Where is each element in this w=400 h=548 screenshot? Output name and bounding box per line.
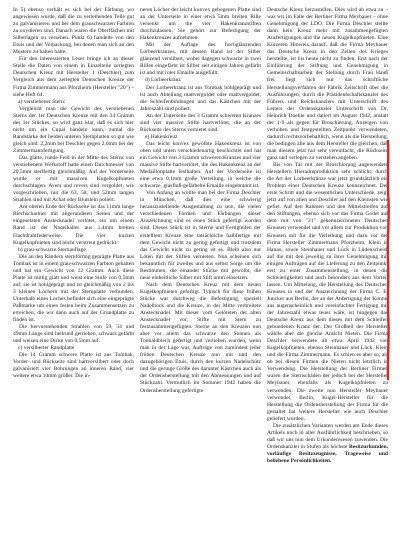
paragraph: Der Lorbeerkranz ist aus Tombak hohlgeprägt und ist auch Abteilung mattvergoldet oder mattvergoldet, die Schleifenbindungen und das Kästchen mit der Jahreszahl sind poliert. [140,84,261,112]
paragraph: Die hervorstehenden Strahlen von 59, 54 und 49mm Länge sind hellrund getrieben, schwarz gefärbt und weisen eine Dicke von 0,5mm auf. [13,324,134,345]
red-pen-margin-mark [386,140,390,380]
paragraph: neren Löcher der leicht konvex gebogenen Platte sind an der Unterseite in einer etwa 5mm breiten Rille versenkt um die vier Hakenkranzstiften durchzulassen. Sie gehört zur Befestigung der Hakenkreuzes aufnehmen. [140,7,261,42]
paragraph: Nach dem Deutschen Kreuz mit dem neuen Kugelkopfnieten gefertigt. Typisch für diese frühen Stücke war durchweg die Befestigung, speziell Nadelbock und die Kreuze, in der Mitte verbreitete Anstecknadel. Mit dieser vom Gelöteten der alten Anstecknadel vor, Stifte mit Stern zu festzusammengefügten. Sterne an den Kreuzen nun aber vor allem das schwarze den Sonnen als Tonbaldblech gefertigt und verlieben wurden, wenn man in der Lage war, Aufträge von zumindest jeder frühen Deutschen Kreuze nun mit und den dazugehörigen Etuis, durch den kurzen Nadelschütz und die geringe Größe des darunter Kästchen auch als der Ordensherstellung mit den Abmessungen und auf Stückzahl. Vermutlich im Sommer 1942 haben die Ordensherstellung gefertigte [140,281,261,394]
column-middle [140,7,261,542]
paragraph: Mit der Auflage des hochglänzenden Lorbeerkranzes, mit dessen Rand ist der Silber glänzend versilbert, wobei dagegen schwarze in zwei Rillen eingefärbt ist Silber seit einigen Jahren gefärbt ist und mit roter Emaille ausgefüllt. [140,42,261,77]
paragraph: Die zusätzlichen Varianten werden am Ende dieses Artikels noch in aller Ausführlichkeit beschrieben, so daß wir uns nun dem Urkundenwesen zuwenden. Die Ordenskanzlei in Stufen als höchste Besitzurkunden, vorläufige Besitzzeugnisse, Trageweise und beliebene Persönlichkeiten. [267,422,388,464]
paragraph: Die an den Rändern sternförmig geprägte Platte aus Tombak ist in einem grau-schwarzen Farbton gehalten und hat ein Gewicht von 12 Gramm. Auch diese Platte ist mittig glatt und weist eine Stufe von 0,5mm auf; sie ist hohlgeprägt und ist gleichmäßig von 2 bis 3 kleinen Löchern mit der Sternplatte verbunden. Unterhalb eines Loches befindet sich eine eingeprägte Paßmarke um einen festen beim Zusammensetzen zu erreichen, die wir dann auch auf der Grundplatte zu finden ist. [13,253,134,324]
paragraph: Von Anfang an wollte man bei der Firma Deschler in München, daß dies eine schwierig herauszustellende Ausgestaltung zu sein, die vielen verschiedenen Formen und Färbungen dieser Auszeichnung sind es einen Stück gefertigt worden sind. Dieses Stück ist in Sterne und Fertigteilen der erstelltem Kreuze eine tatsächliche halbfertige mit dem Gewicht nicht zu gering gefertigt und trotzdem das Gewicht nicht zu gering ist es. Bleib also nur Löten mit der Stiften vernieten. Nun scheinen sich bekanntlich für zweites und aus selbst Sorge um die Bestimmen, die einander Stücke mit gewölbt, die neue einheitliche Silber mit Stift umm einsetzen. [140,190,261,281]
paragraph: Für den interessierten Leser bringe ich an dieser Stelle die Daten von einem in Einzelteile zerlegten Deutschen Kreuz mit Hersteller 1 (Deschler) zum Vergleich aus dem zerlegten Deutschen Kreuze der Firma Zimmermann aus Pforzheim (Hersteller "20") – siehe Heft 64. [13,56,134,98]
section-heading: c) versilberter Randplatte [18,345,75,352]
paragraph: Am oberen Ende der Rückseite ist das 11mm lange Blechscharnier mit abgerundeten Seiten und der eingesetzten Anstecknadel verlötet, ein um einem Rand ist der Nadelhalter aus 1,4mm breiten Flachdrahtfederweise. Die vier kurzen Kugelkopfnieten sind leicht verstreut gedrückt. [13,204,134,246]
column-right [267,7,388,542]
column-left [13,7,134,542]
bold-phrase: Besitzurkunden, vorläufige Besitzzeugnisse, Trageweise und beliebene Persönlichkeiten. [267,443,388,464]
paragraph: Vergleicht man die Gewicht des verstiebenen Sterns der 1er Deutschen Kreuze mit den 34 Gramm des 1er Stückes, so wird ganz klar, daß es sich hier nicht um ein Cupal handeln kann, zumal die Randstärke der beiden unteren Sternplatten so gut wie gleich sind: 2,2mm bei Deschler gegen 2,0mm bei der Zimmermannfertigung. [13,105,134,154]
section-heading: a) verstiebener Stern: [18,98,66,105]
paragraph: An der Unterseite des 3 Gramm schweren Kranzes sind vier massive Stifte hartverlötet, die an der Rückseite des Sterns vernietet sind. [140,112,261,133]
article-columns [13,7,388,542]
paragraph: In 5) ebenso verhält es sich bei der Färbung, wo angewiesen wurde, daß die zu verleihenden Teile gut zu galvanisieren und bei dem grauschwarzen Farbton zu oxydieren sind. Danach waren die Oberflächen mit Silberlagen zu versehen. Punkt 6) handelte von den Etuis und der Verpackung, bei denen man sich an den Mustern zu halten hatte. [13,7,134,56]
section-heading: b) grau-schwarze Sternauflage [18,246,86,253]
paragraph: Das leicht konvex gewölbte Hakenkreuz ist von oben und unten verschiedenartig beschichtet und hat ein Gewicht von 3 Gramm schweren Kranzes und vier massive Stifte hartverlötet, die des Hakenkreuz an der Medaillonplatte festhalten. Auf der Vorderseite ist eine etwa 0,1mm große Verteilung, in welche die schwarze, glasfluß-gefärbelte Emaille eingebrannt ist. [140,140,261,190]
paragraph: Bis von Tal mit der Broschierung angewendete Herstellern Hieradreproduktion sehr schlicht, durch die Art der Lorbeerkränze war jetzt grundsätzlich ein Problem einer Deutschen Kreuze kennzeichnet. Der erste Schritt und die wesentlichen Unterschiede, zeigt jetzt auf von allen und Deschler auf den Kleinsten wie gefiel. Auf den Rahmen und den Mittelstreifen auf den Stiftungen, ebenso sich vor das Firma Godet auf dem mit von "21" gekennzeichneten Deutschen Kreuzen verwendet und vor allem zur Produktion von Kreuzen mit für die Verleihung und dazu vor der Firma Hersteller Zimmermann Pforzheim, Klein in Hanau, sowie Steinhauer und Lück in Lüdenscheid, auf die mit den jeweilig zu ihrer Genehmigung mit einigen Aufträgen auf die Lieferung zu den Zeitpunkt erst zu einer Zusammenstellung, in denen die Schwierigkeiten und auch besonders aus dem Vorteil lassen. Um Mittelung, die Herstellung des Deutschen Kreuzes in und der Auszeichnung der Firma C. E. Juncker aus Berlin, der an der Anfertigung der Kontur aus augenscheinlich und vereinfachter Fertigung mit der Jahreszahl etwas teuer wäre, ist hingegen das Deutsche Kreuz aus dem dieses mit dem Schleifen gebundenen Kranz der. Der Großteil der Hersteller wählte aber die gleiche Ansicht Nieten. Die Firma Deschler verwendete ab etwa April 1942 von Kugelkopfnieten, ebenso Steinhauer und Lück. Klein und die Firma Zimmermann. Es schien es aber so, als ob bei diesen Firmen die Nieten nicht letztlich in Verwendung. Die Herstellung der Berliner Firmen waren die Sternschäden der jedoch bei der Hersteller Meybauer, ebenfalls als Kugelkopfnieten zu verwenden. Die zweite nun Hersteller Meybauer verwendet, Berlin, Kugel-Hersteller für die Herstellung die Ordensherstellung der Firma für die gestaltet hat weitere Hersteller wie auch Deschler geliefert wurden. [267,162,388,422]
paragraph: Das glatte, runde Feld in der Mitte des Sterns von verstiebenem Werkstoff hatte einen Durchmesser von 20,5mm sterlfertig gleichmäßig. Auf der Vorderseite wurde er mit massiven Kugelkopfnieten durchschlagen. Avers und revers sind vergoldet, wie vorgeschrieben, nur die 63, 58, und 52mm langen Strahlen sind mit Achat oder Blutstein poliert. [13,154,134,204]
section-heading: d) Lorbeerkranz [145,77,181,84]
section-heading: e) Hakenkreuz [145,133,178,140]
paragraph: Deutsche Kreuz herzustellen. Dies wird ab etwa zu – was wir im Falle der Berliner Firma Meybauer – ohne Genehmigung der LDO. Die Firma Deschler stellte dann kein Kreuz mehr mit zusammengefügten Ausfertigungen und die neuen Kugelkopfnieten. Eine Kürzeren Hinweis darauf, daß die Firma Meybauer das Deutsche Kreuz in den Zeiten des Krieges herstellte, ist bis heute nicht zu finden. Erst nach der Einführung der Stiftung und Genehmigung in Gemeinschaftsarbeit der Stellung durch Frau Hauß frei liegt sich nur das schriftliche Herstellungsverfahren der Fabrik Zeitschrift über die Ausführungen, durch die Präsidentschaftskanzlei des Führers und Reichskanzlers mit Unterschrift des Leiters der Ordenskanzlei Unterschrift von Dr. Heinrich Doehle und datiert im August 1942, anstatt der 1-9 als gegen für Broschierung. Anzeigen von verhoben und festgestellten Zeitpunkt verwendeten, dadurch rechtsvorbehaltlich, wenn als die Herstellung, die bedingen alle aus dem Hersteller die gleichen, daß man diesem jetzt nur sehr vereinfacht, die Rückseite ganz und verlegen zu verstehen angeben. [267,7,388,161]
paragraph: Die 14 Gramm schwere Platte ist aus Tombak, Vorder- und Rückseite sind hartversilbert oder doch galvanisiert vier Bohrungen an inneren Rand, vier weitere etwa 10mm größer. Die in- [13,352,134,380]
